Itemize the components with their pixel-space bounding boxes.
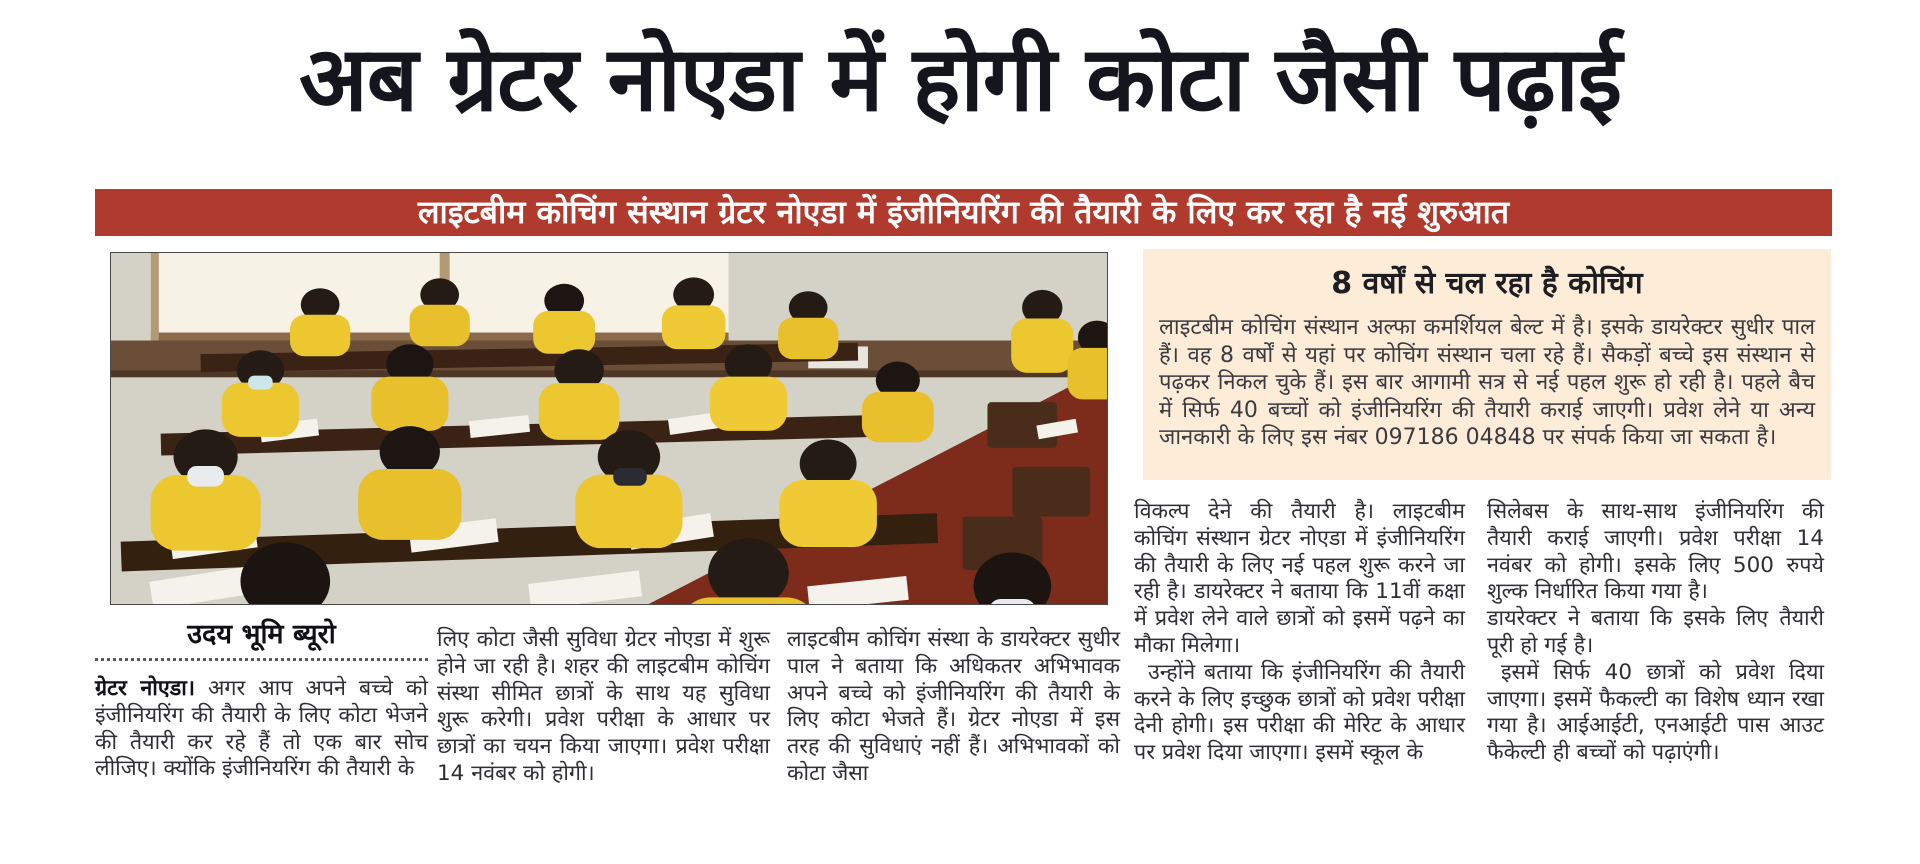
article-column-5 — [1487, 499, 1824, 767]
article-column-1 — [95, 676, 428, 783]
column-4-paragraph-2: उन्होंने बताया कि इंजीनियरिंग की तैयारी करने के लिए इच्छुक छात्रों को प्रवेश परीक्षा देनी होगी। इस परीक्षा की मेरिट के आधार पर प्रवेश दिया जाएगा। इसमें स्कूल के — [1134, 659, 1465, 766]
dateline: ग्रेटर नोएडा। — [95, 676, 195, 701]
column-5-paragraph-2: डायरेक्टर ने बताया कि इसके लिए तैयारी पूरी हो गई है। — [1487, 606, 1824, 658]
infobox-body: लाइटबीम कोचिंग संस्थान अल्फा कमर्शियल बेल्ट में है। इसके डायरेक्टर सुधीर पाल हैं। वह 8 वर्षों से यहां पर कोचिंग संस्थान चला रहे हैं। सैकड़ों बच्चे इस संस्थान से पढ़कर निकल चुके हैं। इस बार आगामी सत्र से नई पहल शुरू हो रही है। पहले बैच में सिर्फ 40 बच्चों को इंजीनियरिंग की तैयारी कराई जाएगी। प्रवेश लेने या अन्य जानकारी के लिए इस नंबर 097186 04848 पर संपर्क किया जा सकता है। — [1159, 315, 1815, 450]
infobox-title: 8 वर्षों से चल रहा है कोचिंग — [1331, 266, 1643, 301]
column-5-paragraph-3: इसमें सिर्फ 40 छात्रों को प्रवेश दिया जाएगा। इसमें फैकल्टी का विशेष ध्यान रखा गया है। आईआईटी, एनआईटी पास आउट फैकेल्टी ही बच्चों को पढ़ाएंगी। — [1487, 659, 1824, 766]
byline-divider — [95, 658, 428, 661]
column-3-text: लाइटबीम कोचिंग संस्था के डायरेक्टर सुधीर पाल ने बताया कि अधिकतर अभिभावक अपने बच्चे को इंजीनियरिंग की तैयारी के लिए कोटा भेजते हैं। ग्रेटर नोएडा में इस तरह की सुविधाएं नहीं हैं। अभिभावकों को कोटा जैसा — [787, 627, 1120, 786]
article-column-3 — [787, 627, 1120, 788]
article-column-4 — [1134, 499, 1465, 767]
headline: अब ग्रेटर नोएडा में होगी कोटा जैसी पढ़ाई — [298, 27, 1622, 132]
column-5-paragraph-1: सिलेबस के साथ-साथ इंजीनियरिंग की तैयारी कराई जाएगी। प्रवेश परीक्षा 14 नवंबर को होगी। इसके लिए 500 रुपये शुल्क निर्धारित किया गया है। — [1487, 499, 1824, 605]
classroom-photo — [110, 252, 1108, 605]
infobox — [1143, 249, 1831, 480]
byline: उदय भूमि ब्यूरो — [187, 619, 336, 650]
column-2-text: लिए कोटा जैसी सुविधा ग्रेटर नोएडा में शुरू होने जा रही है। शहर की लाइटबीम कोचिंग संस्था सीमित छात्रों के साथ यह सुविधा शुरू करेगी। प्रवेश परीक्षा के आधार पर छात्रों का चयन किया जाएगा। प्रवेश परीक्षा 14 नवंबर को होगी। — [437, 627, 770, 786]
subhead-banner: लाइटबीम कोचिंग संस्थान ग्रेटर नोएडा में इंजीनियरिंग की तैयारी के लिए कर रहा है नई शुरुआत — [95, 189, 1832, 236]
classroom-photo-art — [111, 253, 1107, 604]
byline-block — [95, 614, 428, 661]
article-column-2 — [437, 627, 770, 788]
column-1-text: अगर आप अपने बच्चे को इंजीनियरिंग की तैयारी के लिए कोटा भेजने की तैयारी कर रहे हैं तो एक बार सोच लीजिए। क्योंकि इंजीनियरिंग की तैयारी के — [95, 676, 428, 782]
column-4-paragraph-1: विकल्प देने की तैयारी है। लाइटबीम कोचिंग संस्थान ग्रेटर नोएडा में इंजीनियरिंग की तैयारी के लिए नई पहल शुरू करने जा रही है। डायरेक्टर ने बताया कि 11वीं कक्षा में प्रवेश लेने वाले छात्रों को इसमें पढ़ने का मौका मिलेगा। — [1134, 499, 1465, 658]
